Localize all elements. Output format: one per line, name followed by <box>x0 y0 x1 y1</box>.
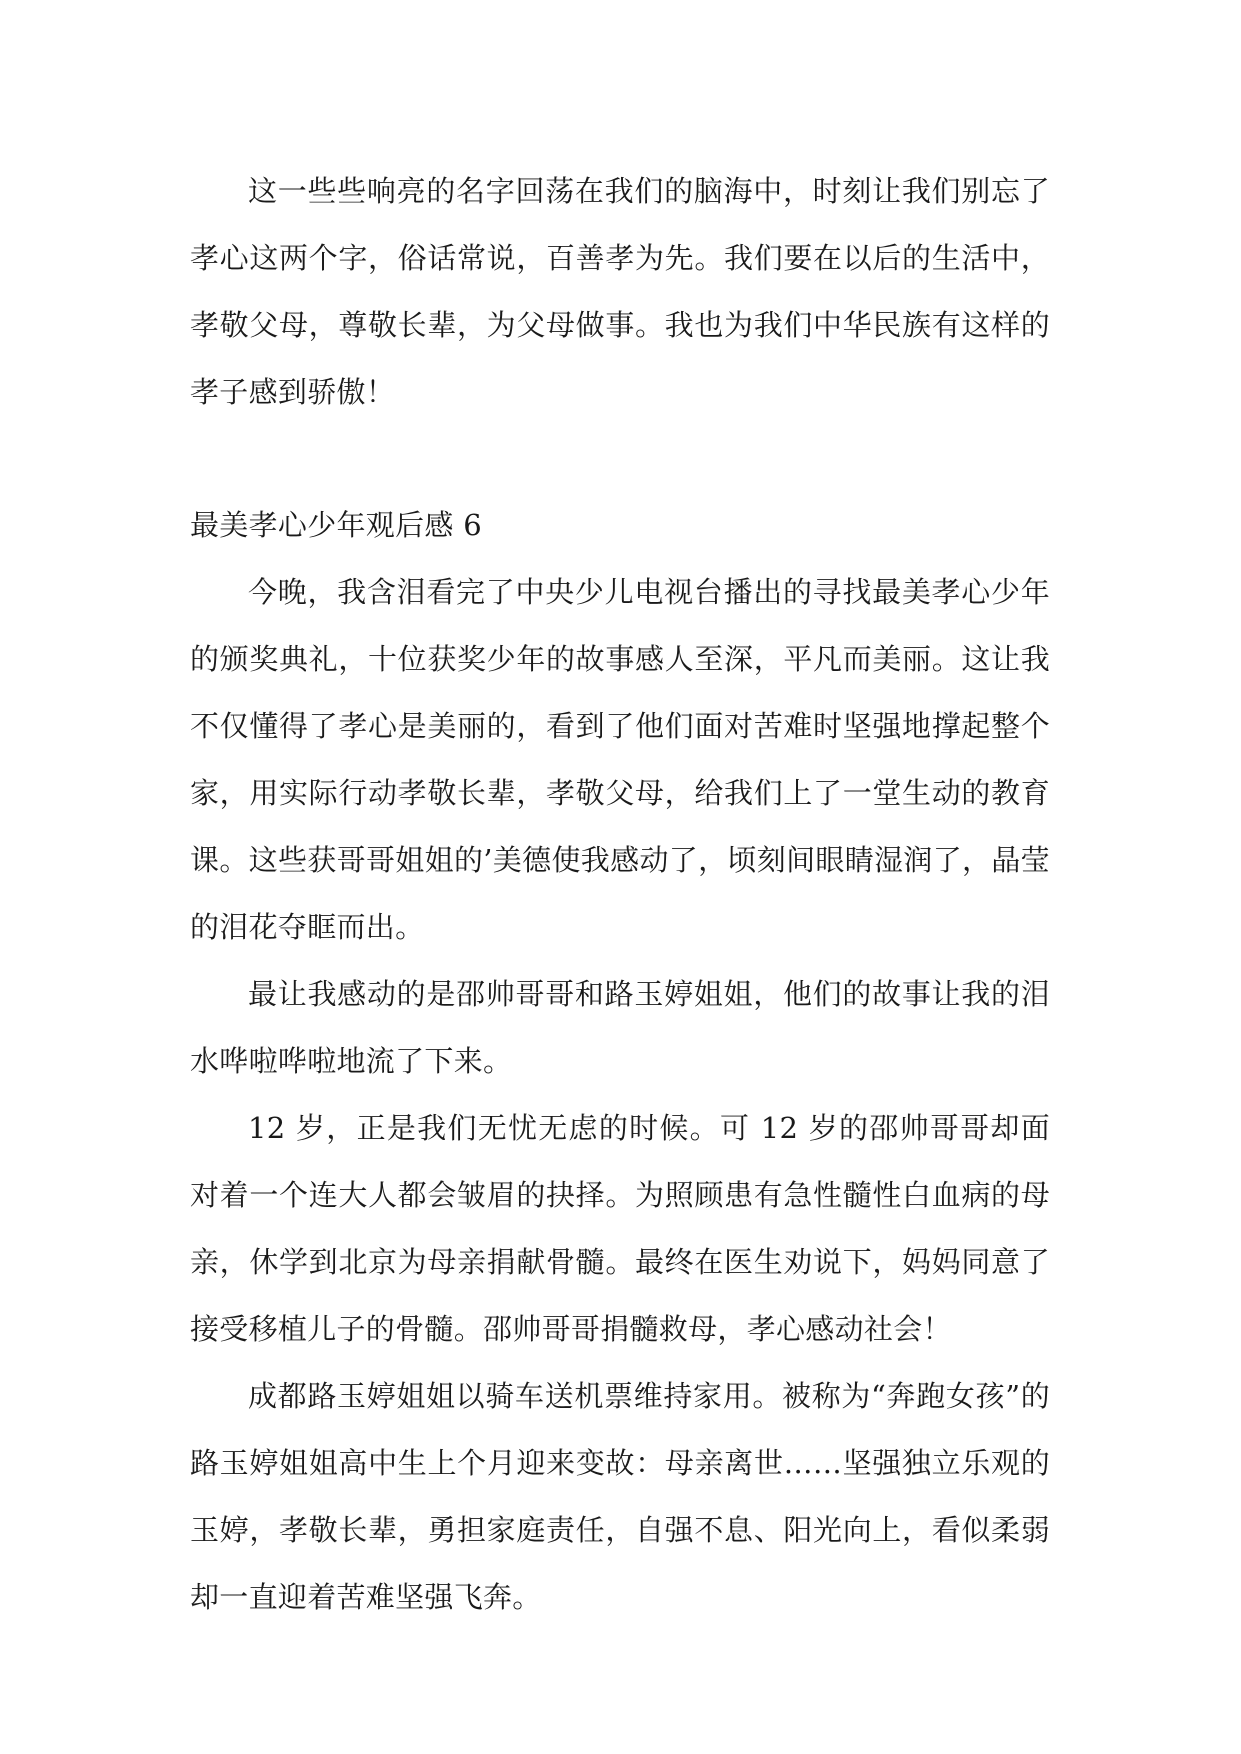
paragraph-2: 最让我感动的是邵帅哥哥和路玉婷姐姐，他们的故事让我的泪水哗啦哗啦地流了下来。 <box>190 977 1050 1078</box>
paragraph-intro: 这一些些响亮的名字回荡在我们的脑海中，时刻让我们别忘了孝心这两个字，俗话常说，百善孝为先。我们要在以后的生活中，孝敬父母，尊敬长辈，为父母做事。我也为我们中华民族有这样的孝子感到骄傲！ <box>190 174 1050 409</box>
section-title: 最美孝心少年观后感 6 <box>190 508 482 542</box>
paragraph-3: 12 岁，正是我们无忧无虑的时候。可 12 岁的邵帅哥哥却面对着一个连大人都会皱眉的抉择。为照顾患有急性髓性白血病的母亲，休学到北京为母亲捐献骨髓。最终在医生劝说下，妈妈同意了接受移植儿子的骨髓。邵帅哥哥捐髓救母，孝心感动社会！ <box>190 1111 1050 1346</box>
document-body <box>190 158 1050 1631</box>
paragraph-4: 成都路玉婷姐姐以骑车送机票维持家用。被称为“奔跑女孩”的路玉婷姐姐高中生上个月迎来变故：母亲离世……坚强独立乐观的玉婷，孝敬长辈，勇担家庭责任，自强不息、阳光向上，看似柔弱却一直迎着苦难坚强飞奔。 <box>190 1379 1050 1614</box>
paragraph-1: 今晚，我含泪看完了中央少儿电视台播出的寻找最美孝心少年的颁奖典礼，十位获奖少年的故事感人至深，平凡而美丽。这让我不仅懂得了孝心是美丽的，看到了他们面对苦难时坚强地撑起整个家，用实际行动孝敬长辈，孝敬父母，给我们上了一堂生动的教育课。这些获哥哥姐姐的’美德使我感动了，顷刻间眼睛湿润了，晶莹的泪花夺眶而出。 <box>190 575 1050 944</box>
